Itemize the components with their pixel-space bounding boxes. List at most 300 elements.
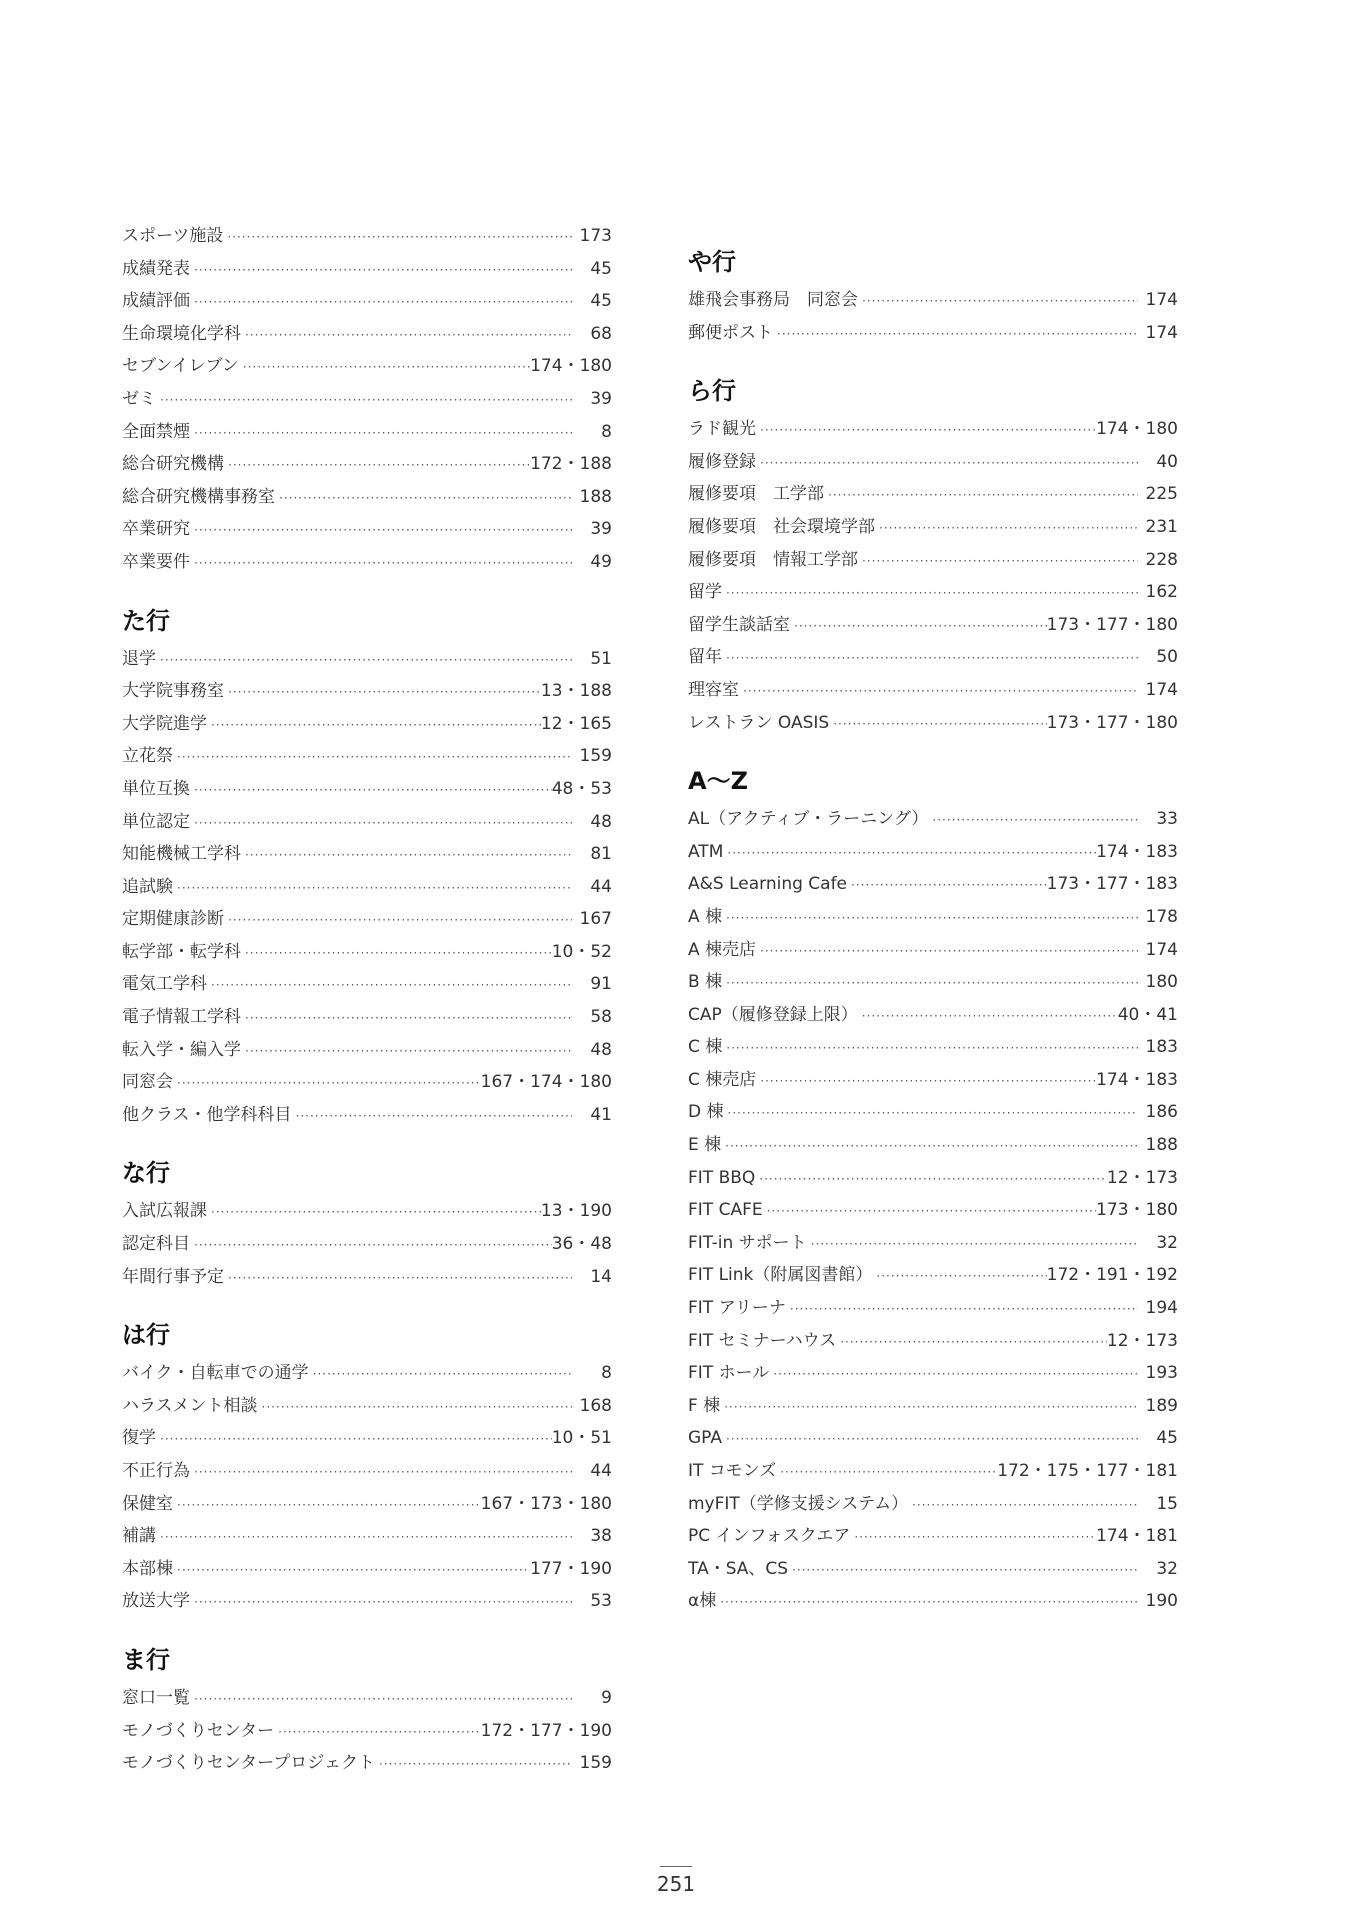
index-page-numbers: 13・188 bbox=[540, 681, 612, 702]
index-entry bbox=[688, 1227, 1178, 1260]
index-entry bbox=[688, 1162, 1178, 1195]
index-term: 留学 bbox=[688, 582, 722, 603]
index-term: 大学院事務室 bbox=[122, 681, 224, 702]
index-term: 立花祭 bbox=[122, 746, 173, 767]
dot-leader bbox=[190, 254, 572, 287]
index-page-numbers: 172・177・190 bbox=[480, 1720, 612, 1741]
dot-leader bbox=[224, 676, 541, 709]
dot-leader bbox=[274, 1716, 481, 1749]
dot-leader bbox=[773, 318, 1138, 351]
index-entry bbox=[122, 708, 612, 741]
dot-leader bbox=[190, 1229, 552, 1262]
index-page-numbers: 194 bbox=[1145, 1298, 1178, 1319]
index-term: 成績発表 bbox=[122, 258, 190, 279]
index-entry bbox=[688, 1292, 1178, 1325]
index-entry bbox=[688, 674, 1178, 707]
index-term: 総合研究機構事務室 bbox=[122, 486, 275, 507]
dot-leader bbox=[156, 644, 572, 677]
index-page-numbers: 172・175・177・181 bbox=[997, 1461, 1178, 1481]
page-number-rule bbox=[660, 1866, 692, 1867]
index-term: モノづくりセンター bbox=[122, 1720, 275, 1741]
index-page-numbers: 189 bbox=[1145, 1395, 1178, 1416]
index-term: 履修要項 社会環境学部 bbox=[688, 516, 875, 537]
index-entry bbox=[122, 903, 612, 936]
dot-leader bbox=[241, 1002, 572, 1035]
dot-leader bbox=[872, 1260, 1046, 1293]
index-entry bbox=[122, 1034, 612, 1067]
dot-leader bbox=[241, 1035, 572, 1068]
index-page-numbers: 49 bbox=[590, 551, 612, 572]
index-page-numbers: 14 bbox=[590, 1266, 612, 1287]
index-entry bbox=[122, 675, 612, 708]
index-term: 理容室 bbox=[688, 679, 739, 700]
index-page-numbers: 174 bbox=[1145, 322, 1178, 343]
index-entry bbox=[122, 1001, 612, 1034]
dot-leader bbox=[788, 1554, 1138, 1587]
index-term: 放送大学 bbox=[122, 1591, 190, 1612]
index-page-numbers: 173・180 bbox=[1096, 1200, 1178, 1221]
index-entry bbox=[688, 1520, 1178, 1553]
dot-leader bbox=[769, 1358, 1138, 1391]
index-term: 入試広報課 bbox=[122, 1201, 207, 1222]
index-term: A 棟 bbox=[688, 906, 723, 927]
dot-leader bbox=[156, 384, 572, 417]
index-entry bbox=[688, 1031, 1178, 1064]
index-entry bbox=[688, 284, 1178, 317]
index-page-numbers: 183 bbox=[1145, 1037, 1178, 1058]
section-heading: な行 bbox=[122, 1159, 170, 1188]
index-entry bbox=[122, 416, 612, 449]
index-entry bbox=[122, 740, 612, 773]
index-entry bbox=[122, 318, 612, 351]
index-term: セブンイレブン bbox=[122, 356, 239, 377]
index-entry bbox=[122, 1357, 612, 1390]
index-entry bbox=[122, 1747, 612, 1780]
index-term: 履修要項 工学部 bbox=[688, 484, 824, 505]
index-page-numbers: 45 bbox=[590, 258, 612, 279]
index-page-numbers: 159 bbox=[579, 746, 612, 767]
index-page-numbers: 173・177・183 bbox=[1046, 874, 1178, 895]
index-section bbox=[122, 1638, 612, 1780]
index-term: 転学部・転学科 bbox=[122, 941, 241, 962]
index-page-numbers: 188 bbox=[579, 486, 612, 507]
index-entry bbox=[688, 1259, 1178, 1292]
index-term: 履修登録 bbox=[688, 451, 756, 472]
index-page-numbers: 172・188 bbox=[530, 454, 612, 475]
index-page-numbers: 228 bbox=[1145, 549, 1178, 570]
index-page-numbers: 174 bbox=[1145, 679, 1178, 700]
dot-leader bbox=[722, 902, 1138, 935]
index-page-numbers: 12・165 bbox=[540, 713, 612, 734]
dot-leader bbox=[375, 1748, 572, 1781]
index-page-numbers: 50 bbox=[1156, 647, 1178, 668]
index-page-numbers: 173・177・180 bbox=[1046, 614, 1178, 635]
index-entry bbox=[688, 1357, 1178, 1390]
dot-leader bbox=[850, 1521, 1096, 1554]
dot-leader bbox=[722, 967, 1138, 1000]
index-term: 全面禁煙 bbox=[122, 421, 190, 442]
index-page-numbers: 174・180 bbox=[530, 356, 612, 377]
index-term: TA・SA、CS bbox=[688, 1558, 789, 1579]
index-entry bbox=[122, 253, 612, 286]
dot-leader bbox=[190, 807, 572, 840]
index-term: 生命環境化学科 bbox=[122, 323, 241, 344]
dot-leader bbox=[755, 1163, 1107, 1196]
index-entry bbox=[688, 1096, 1178, 1129]
index-entry bbox=[122, 871, 612, 904]
index-entry bbox=[122, 546, 612, 579]
index-entry bbox=[688, 478, 1178, 511]
index-page-numbers: 188 bbox=[1145, 1135, 1178, 1156]
index-page-numbers: 190 bbox=[1145, 1591, 1178, 1612]
index-page-numbers: 8 bbox=[601, 421, 612, 442]
index-page-numbers: 68 bbox=[590, 323, 612, 344]
index-entry bbox=[122, 838, 612, 871]
index-page-numbers: 8 bbox=[601, 1363, 612, 1384]
index-entry bbox=[122, 1099, 612, 1132]
index-term: 履修要項 情報工学部 bbox=[688, 549, 858, 570]
index-page-numbers: 173 bbox=[579, 226, 612, 246]
index-entry bbox=[688, 576, 1178, 609]
index-term: CAP（履修登録上限） bbox=[688, 1004, 858, 1025]
index-page-numbers: 81 bbox=[590, 844, 612, 865]
index-entry bbox=[688, 1129, 1178, 1162]
index-entry bbox=[122, 383, 612, 416]
index-entry bbox=[122, 643, 612, 676]
dot-leader bbox=[190, 1683, 572, 1716]
index-term: 退学 bbox=[122, 648, 156, 669]
dot-leader bbox=[722, 642, 1138, 675]
index-term: 追試験 bbox=[122, 876, 173, 897]
index-page-numbers: 12・173 bbox=[1106, 1167, 1178, 1188]
index-entry bbox=[122, 1488, 612, 1521]
index-entry bbox=[122, 448, 612, 481]
dot-leader bbox=[776, 1456, 997, 1489]
index-term: 年間行事予定 bbox=[122, 1266, 224, 1287]
index-page-numbers: 40 bbox=[1156, 451, 1178, 472]
dot-leader bbox=[928, 804, 1138, 837]
dot-leader bbox=[190, 514, 572, 547]
dot-leader bbox=[807, 1228, 1138, 1261]
dot-leader bbox=[190, 1586, 572, 1619]
index-page-numbers: 174・181 bbox=[1096, 1526, 1178, 1547]
index-page-numbers: 15 bbox=[1156, 1493, 1178, 1514]
index-entry bbox=[688, 966, 1178, 999]
dot-leader bbox=[858, 285, 1138, 318]
index-term: 補講 bbox=[122, 1526, 156, 1547]
index-entry bbox=[688, 1422, 1178, 1455]
index-entry bbox=[122, 1715, 612, 1748]
index-term: FIT CAFE bbox=[688, 1200, 763, 1221]
index-page-numbers: 10・51 bbox=[551, 1428, 612, 1449]
index-term: スポーツ施設 bbox=[122, 226, 224, 246]
index-page-numbers: 45 bbox=[1156, 1428, 1178, 1449]
dot-leader bbox=[722, 577, 1138, 610]
index-page-numbers: 174・180 bbox=[1096, 419, 1178, 440]
index-entry bbox=[122, 1585, 612, 1618]
dot-leader bbox=[829, 708, 1046, 741]
index-term: 知能機械工学科 bbox=[122, 844, 241, 865]
index-entry bbox=[122, 1520, 612, 1553]
dot-leader bbox=[875, 512, 1138, 545]
index-page-numbers: 13・190 bbox=[540, 1201, 612, 1222]
dot-leader bbox=[716, 1586, 1138, 1619]
index-page-numbers: 177・190 bbox=[530, 1558, 612, 1579]
dot-leader bbox=[756, 447, 1138, 480]
index-entry bbox=[688, 413, 1178, 446]
index-term: レストラン OASIS bbox=[688, 712, 830, 733]
dot-leader bbox=[156, 1521, 572, 1554]
index-page-numbers: 174・183 bbox=[1096, 841, 1178, 862]
index-entry bbox=[122, 936, 612, 969]
index-page-numbers: 12・173 bbox=[1106, 1330, 1178, 1351]
dot-leader bbox=[223, 221, 572, 254]
index-term: 単位互換 bbox=[122, 778, 190, 799]
index-term: ゼミ bbox=[122, 388, 156, 409]
section-heading: ら行 bbox=[688, 377, 736, 406]
index-entry bbox=[122, 1455, 612, 1488]
index-entry bbox=[122, 1390, 612, 1423]
index-page-numbers: 231 bbox=[1145, 516, 1178, 537]
dot-leader bbox=[720, 1391, 1138, 1424]
index-page-numbers: 33 bbox=[1156, 809, 1178, 830]
dot-leader bbox=[190, 1456, 572, 1489]
index-page-numbers: 174 bbox=[1145, 939, 1178, 960]
dot-leader bbox=[239, 351, 530, 384]
dot-leader bbox=[763, 1195, 1096, 1228]
dot-leader bbox=[173, 1554, 530, 1587]
index-entry bbox=[688, 317, 1178, 350]
index-term: myFIT（学修支援システム） bbox=[688, 1493, 909, 1514]
index-term: 電気工学科 bbox=[122, 974, 207, 995]
index-term: 大学院進学 bbox=[122, 713, 207, 734]
dot-leader bbox=[824, 479, 1138, 512]
index-entry bbox=[688, 446, 1178, 479]
dot-leader bbox=[224, 904, 572, 937]
index-term: D 棟 bbox=[688, 1102, 724, 1123]
index-page-numbers: 178 bbox=[1145, 906, 1178, 927]
index-page-numbers: 48 bbox=[590, 1039, 612, 1060]
index-term: FIT Link（附属図書館） bbox=[688, 1265, 873, 1286]
index-entry bbox=[688, 868, 1178, 901]
index-term: 保健室 bbox=[122, 1493, 173, 1514]
index-entry bbox=[688, 803, 1178, 836]
dot-leader bbox=[786, 1293, 1138, 1326]
index-term: 卒業研究 bbox=[122, 519, 190, 540]
dot-leader bbox=[756, 1065, 1096, 1098]
index-term: FIT セミナーハウス bbox=[688, 1330, 837, 1351]
index-term: C 棟 bbox=[688, 1037, 723, 1058]
index-entry bbox=[122, 513, 612, 546]
index-entry bbox=[688, 707, 1178, 740]
dot-leader bbox=[722, 1423, 1138, 1456]
dot-leader bbox=[173, 741, 572, 774]
index-page-numbers: 48・53 bbox=[551, 778, 612, 799]
dot-leader bbox=[847, 869, 1047, 902]
section-heading: は行 bbox=[122, 1321, 170, 1350]
index-term: α棟 bbox=[688, 1591, 717, 1612]
index-term: 郵便ポスト bbox=[688, 322, 773, 343]
index-page-numbers: 162 bbox=[1145, 582, 1178, 603]
index-entry bbox=[688, 544, 1178, 577]
index-term: GPA bbox=[688, 1428, 722, 1449]
dot-leader bbox=[309, 1358, 572, 1391]
index-term: 不正行為 bbox=[122, 1461, 190, 1481]
index-page-numbers: 167 bbox=[579, 909, 612, 930]
index-entry bbox=[122, 220, 612, 253]
index-term: 本部棟 bbox=[122, 1558, 173, 1579]
index-term: PC インフォスクエア bbox=[688, 1526, 851, 1547]
index-page-numbers: 173・177・180 bbox=[1046, 712, 1178, 733]
dot-leader bbox=[756, 414, 1096, 447]
index-term: E 棟 bbox=[688, 1135, 722, 1156]
index-page-numbers: 41 bbox=[590, 1104, 612, 1125]
index-column-right bbox=[688, 220, 1178, 1618]
index-term: ラド観光 bbox=[688, 419, 756, 440]
index-term: A&S Learning Cafe bbox=[688, 874, 848, 895]
dot-leader bbox=[724, 1097, 1139, 1130]
index-page-numbers: 193 bbox=[1145, 1363, 1178, 1384]
index-page-numbers: 39 bbox=[590, 519, 612, 540]
index-entry bbox=[122, 350, 612, 383]
index-page-numbers: 39 bbox=[590, 388, 612, 409]
index-section bbox=[122, 1151, 612, 1293]
index-term: 定期健康診断 bbox=[122, 909, 224, 930]
index-entry bbox=[688, 836, 1178, 869]
index-entry bbox=[688, 901, 1178, 934]
section-heading: A～Z bbox=[688, 767, 748, 796]
index-page-numbers: 9 bbox=[601, 1687, 612, 1708]
index-term: AL（アクティブ・ラーニング） bbox=[688, 809, 929, 830]
index-term: 成績評価 bbox=[122, 291, 190, 312]
index-term: FIT BBQ bbox=[688, 1167, 756, 1188]
index-page-numbers: 51 bbox=[590, 648, 612, 669]
dot-leader bbox=[858, 1000, 1118, 1033]
index-page-numbers: 44 bbox=[590, 876, 612, 897]
index-entry bbox=[688, 999, 1178, 1032]
index-entry bbox=[122, 773, 612, 806]
index-entry bbox=[122, 285, 612, 318]
section-heading: た行 bbox=[122, 606, 170, 635]
dot-leader bbox=[173, 1489, 481, 1522]
index-term: 転入学・編入学 bbox=[122, 1039, 241, 1060]
dot-leader bbox=[721, 1130, 1138, 1163]
index-entry bbox=[122, 1228, 612, 1261]
dot-leader bbox=[258, 1391, 573, 1424]
dot-leader bbox=[156, 1423, 552, 1456]
index-page-numbers: 174 bbox=[1145, 290, 1178, 310]
index-term: FIT ホール bbox=[688, 1363, 770, 1384]
dot-leader bbox=[790, 610, 1047, 643]
section-heading: や行 bbox=[688, 248, 736, 276]
index-term: 同窓会 bbox=[122, 1072, 173, 1093]
index-entry bbox=[688, 1488, 1178, 1521]
section-heading: ま行 bbox=[122, 1645, 170, 1674]
index-entry bbox=[122, 1422, 612, 1455]
dot-leader bbox=[224, 449, 530, 482]
page-number: 251 bbox=[656, 1872, 696, 1896]
index-term: A 棟売店 bbox=[688, 939, 757, 960]
index-section bbox=[122, 1313, 612, 1618]
dot-leader bbox=[836, 1326, 1107, 1359]
index-section bbox=[688, 240, 1178, 349]
dot-leader bbox=[292, 1100, 573, 1133]
index-entry bbox=[688, 934, 1178, 967]
index-section bbox=[688, 759, 1178, 1618]
index-entry bbox=[122, 968, 612, 1001]
index-entry bbox=[688, 641, 1178, 674]
index-page-numbers: 225 bbox=[1145, 484, 1178, 505]
index-page-numbers: 36・48 bbox=[551, 1234, 612, 1255]
index-term: FIT-in サポート bbox=[688, 1232, 807, 1253]
index-page-numbers: 91 bbox=[590, 974, 612, 995]
dot-leader bbox=[275, 482, 572, 515]
index-term: ハラスメント相談 bbox=[122, 1395, 258, 1416]
index-term: モノづくりセンタープロジェクト bbox=[122, 1753, 375, 1774]
index-term: 単位認定 bbox=[122, 811, 190, 832]
index-entry bbox=[122, 481, 612, 514]
index-column-left bbox=[122, 220, 612, 1780]
dot-leader bbox=[173, 872, 572, 905]
index-term: 留年 bbox=[688, 647, 722, 668]
dot-leader bbox=[190, 286, 572, 319]
index-entry bbox=[688, 1585, 1178, 1618]
dot-leader bbox=[723, 837, 1096, 870]
dot-leader bbox=[756, 935, 1138, 968]
index-entry bbox=[122, 806, 612, 839]
index-term: IT コモンズ bbox=[688, 1461, 777, 1481]
index-entry bbox=[122, 1682, 612, 1715]
index-page-numbers: 186 bbox=[1145, 1102, 1178, 1123]
index-term: 総合研究機構 bbox=[122, 454, 224, 475]
index-page-numbers: 167・173・180 bbox=[480, 1493, 612, 1514]
dot-leader bbox=[173, 1067, 481, 1100]
index-page-numbers: 40・41 bbox=[1117, 1004, 1178, 1025]
index-page-numbers: 53 bbox=[590, 1591, 612, 1612]
index-page-numbers: 32 bbox=[1156, 1558, 1178, 1579]
dot-leader bbox=[190, 774, 552, 807]
index-page-numbers: 159 bbox=[579, 1753, 612, 1774]
index-entry bbox=[688, 1553, 1178, 1586]
dot-leader bbox=[858, 545, 1138, 578]
index-entry bbox=[122, 1195, 612, 1228]
index-term: 電子情報工学科 bbox=[122, 1007, 241, 1028]
index-term: B 棟 bbox=[688, 972, 723, 993]
index-term: 認定科目 bbox=[122, 1234, 190, 1255]
index-entry bbox=[122, 1261, 612, 1294]
index-entry bbox=[688, 1455, 1178, 1488]
dot-leader bbox=[241, 319, 572, 352]
index-entry bbox=[122, 1553, 612, 1586]
index-term: F 棟 bbox=[688, 1395, 721, 1416]
index-entry bbox=[688, 1325, 1178, 1358]
index-page-numbers: 10・52 bbox=[551, 941, 612, 962]
index-page-numbers: 58 bbox=[590, 1007, 612, 1028]
index-page-numbers: 167・174・180 bbox=[480, 1072, 612, 1093]
index-entry bbox=[688, 609, 1178, 642]
index-entry bbox=[688, 1390, 1178, 1423]
index-page-numbers: 168 bbox=[579, 1395, 612, 1416]
index-page-numbers: 172・191・192 bbox=[1046, 1265, 1178, 1286]
dot-leader bbox=[722, 1032, 1138, 1065]
dot-leader bbox=[908, 1489, 1138, 1522]
index-entry bbox=[688, 1064, 1178, 1097]
dot-leader bbox=[224, 1262, 572, 1295]
index-page-numbers: 48 bbox=[590, 811, 612, 832]
index-term: バイク・自転車での通学 bbox=[122, 1363, 309, 1384]
dot-leader bbox=[207, 969, 572, 1002]
index-page-numbers: 44 bbox=[590, 1461, 612, 1481]
